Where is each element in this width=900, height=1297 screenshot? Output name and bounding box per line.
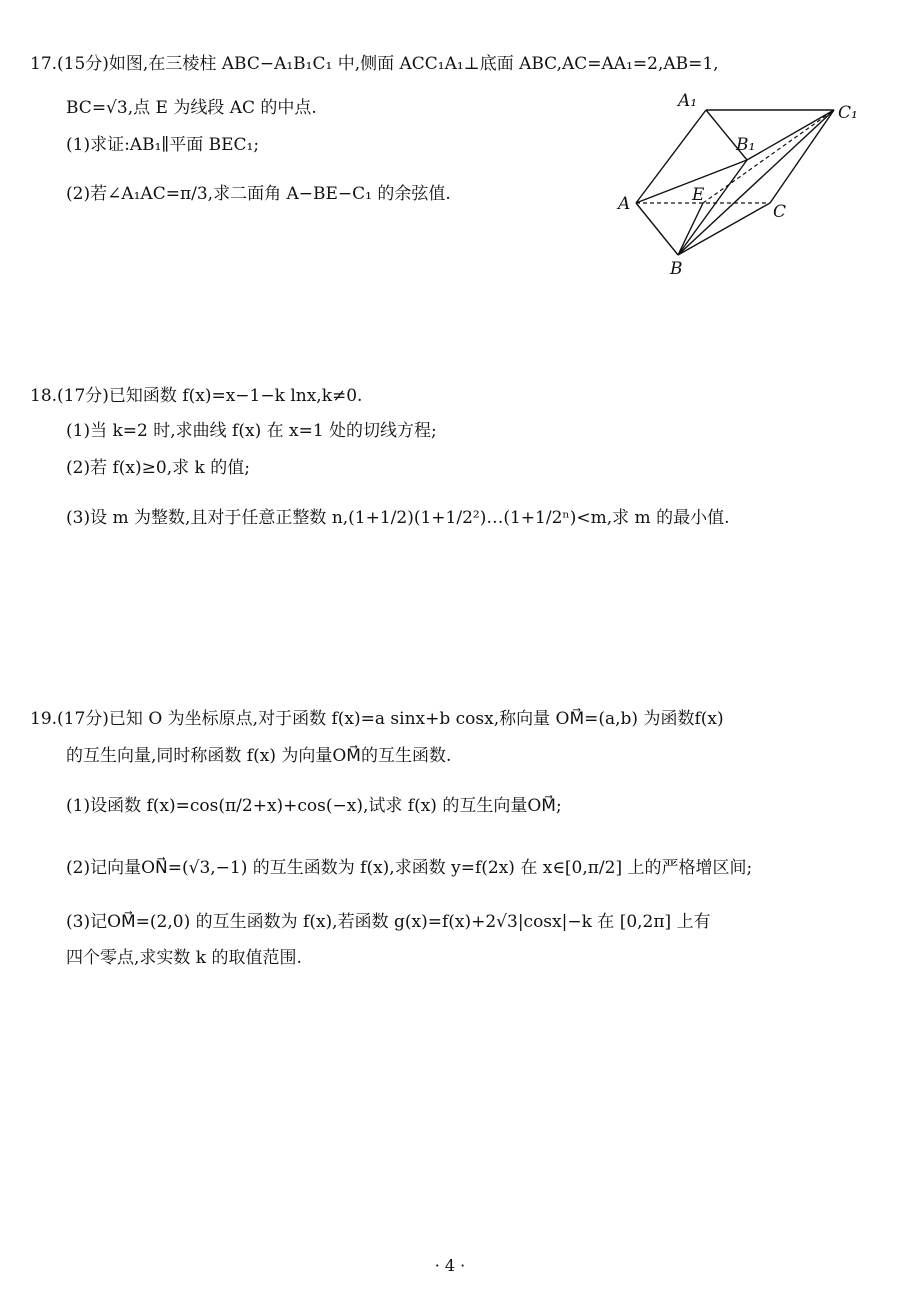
edge-B1-C1: [747, 110, 834, 160]
q17-stem-line1: 17.(15分)如图,在三棱柱 ABC−A₁B₁C₁ 中,侧面 ACC₁A₁⊥底面 ABC,AC=AA₁=2,AB=1,: [30, 54, 719, 74]
q19-part1: (1)设函数 f(x)=cos(π/2+x)+cos(−x),试求 f(x) 的互生向量OM⃗;: [66, 796, 562, 816]
q19-stem-line1: 19.(17分)已知 O 为坐标原点,对于函数 f(x)=a sinx+b cosx,称向量 OM⃗=(a,b) 为函数f(x): [30, 709, 724, 729]
edge-B-C: [678, 203, 770, 255]
prism-diagram: [612, 90, 872, 290]
q17-part1: (1)求证:AB₁∥平面 BEC₁;: [66, 135, 260, 155]
q19-part3-line2: 四个零点,求实数 k 的取值范围.: [66, 948, 302, 968]
q19-part3-line1: (3)记OM⃗=(2,0) 的互生函数为 f(x),若函数 g(x)=f(x)+2√3|cosx|−k 在 [0,2π] 上有: [66, 912, 711, 932]
label-B1: B₁: [736, 135, 756, 155]
label-A: A: [618, 194, 631, 214]
q18-part1: (1)当 k=2 时,求曲线 f(x) 在 x=1 处的切线方程;: [66, 421, 437, 441]
label-B: B: [670, 259, 683, 279]
q18-part2: (2)若 f(x)≥0,求 k 的值;: [66, 458, 250, 478]
edge-A-B: [636, 203, 678, 255]
label-A1: A₁: [678, 91, 698, 111]
edge-E-C1-hidden: [703, 110, 834, 203]
label-C1: C₁: [838, 103, 858, 123]
label-C: C: [773, 202, 787, 222]
prism-figure: [612, 90, 872, 290]
q17-stem-line2: BC=√3,点 E 为线段 AC 的中点.: [66, 98, 317, 118]
page-number: · 4 ·: [434, 1256, 466, 1275]
label-E: E: [692, 185, 705, 205]
edge-C-C1: [770, 110, 834, 203]
edge-B-C1: [678, 110, 834, 255]
q18-stem: 18.(17分)已知函数 f(x)=x−1−k lnx,k≠0.: [30, 386, 363, 406]
edge-B-B1: [678, 160, 747, 255]
q18-part3: (3)设 m 为整数,且对于任意正整数 n,(1+1/2)(1+1/2²)…(1+1/2ⁿ)<m,求 m 的最小值.: [66, 508, 730, 528]
q19-part2: (2)记向量ON⃗=(√3,−1) 的互生函数为 f(x),求函数 y=f(2x) 在 x∈[0,π/2] 上的严格增区间;: [66, 858, 753, 878]
q17-part2: (2)若∠A₁AC=π/3,求二面角 A−BE−C₁ 的余弦值.: [66, 184, 451, 204]
q19-stem-line2: 的互生向量,同时称函数 f(x) 为向量OM⃗的互生函数.: [66, 746, 452, 766]
